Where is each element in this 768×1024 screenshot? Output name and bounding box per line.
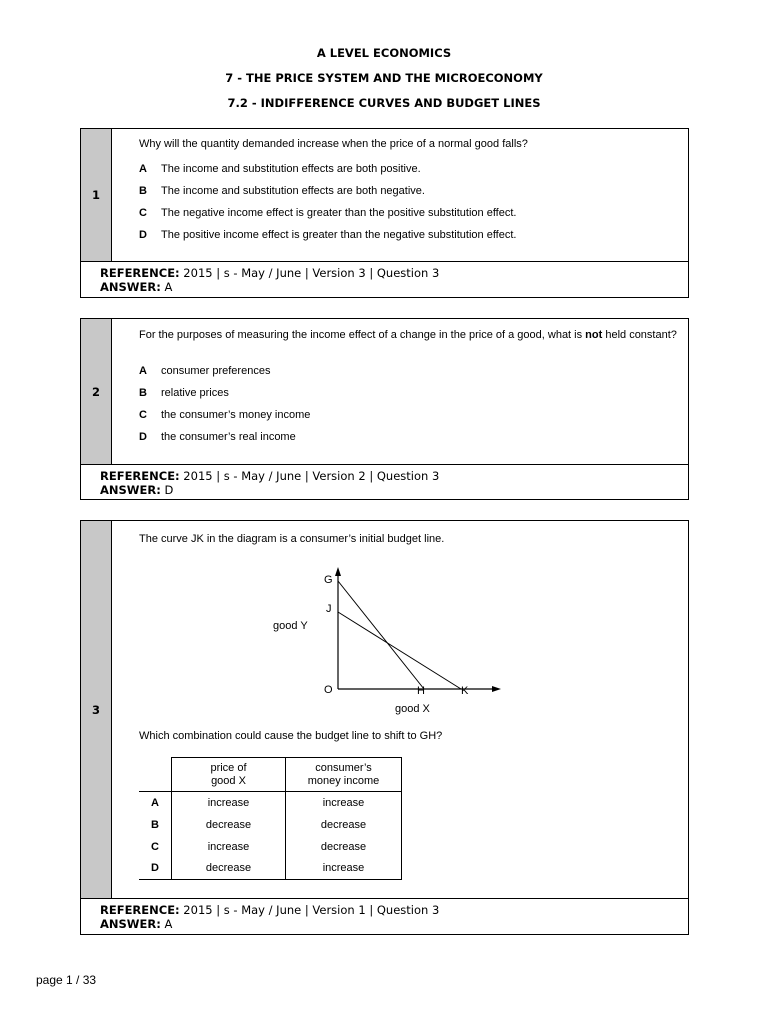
- option-d: D The positive income effect is greater than the negative substitution effect.: [139, 229, 517, 241]
- question-3-content: [112, 521, 688, 898]
- column-header-income: consumer’s money income: [286, 758, 402, 792]
- x-axis-arrow: [492, 686, 501, 692]
- question-number: 3: [81, 521, 112, 898]
- question-number: 1: [81, 129, 112, 261]
- question-stem: For the purposes of measuring the income effect of a change in the price of a good, what is not held constant?: [139, 329, 677, 341]
- option-c: C The negative income effect is greater than the positive substitution effect.: [139, 207, 517, 219]
- answer-line: ANSWER: A: [100, 280, 173, 294]
- label-o: O: [324, 684, 333, 696]
- answer-line: ANSWER: A: [100, 917, 173, 931]
- option-b: B relative prices: [139, 387, 229, 399]
- question-text: Which combination could cause the budget line to shift to GH?: [139, 730, 443, 742]
- label-k: K: [461, 685, 469, 697]
- label-h: H: [417, 685, 425, 697]
- table-row: A increase increase: [139, 792, 402, 814]
- budget-line-jk: [338, 612, 461, 689]
- answer-line: ANSWER: D: [100, 483, 174, 497]
- doc-subject: A LEVEL ECONOMICS: [316, 46, 452, 60]
- question-1-content: [112, 129, 688, 261]
- y-axis-label: good Y: [273, 620, 308, 632]
- reference-block: [81, 898, 688, 931]
- reference-line: REFERENCE: 2015 | s - May / June | Version 2 | Question 3: [100, 469, 440, 483]
- question-1-box: [80, 128, 689, 298]
- table-header-row: [139, 758, 402, 792]
- question-stem: The curve JK in the diagram is a consumer’s initial budget line.: [139, 533, 445, 545]
- reference-block: [81, 464, 688, 497]
- question-3-box: [80, 520, 689, 935]
- question-number: 2: [81, 319, 112, 464]
- reference-block: [81, 261, 688, 294]
- option-b: B The income and substitution effects are both negative.: [139, 185, 425, 197]
- page-number: page 1 / 33: [36, 973, 97, 987]
- question-stem: Why will the quantity demanded increase when the price of a normal good falls?: [139, 138, 528, 150]
- table-row: C increase decrease: [139, 836, 402, 858]
- doc-chapter: 7 - THE PRICE SYSTEM AND THE MICROECONOMY: [225, 71, 543, 85]
- doc-topic: 7.2 - INDIFFERENCE CURVES AND BUDGET LINES: [227, 96, 541, 110]
- budget-line-gh: [338, 581, 424, 689]
- reference-line: REFERENCE: 2015 | s - May / June | Version 1 | Question 3: [100, 903, 440, 917]
- label-g: G: [324, 574, 333, 586]
- y-axis-arrow: [335, 567, 341, 576]
- table-row: B decrease decrease: [139, 814, 402, 836]
- column-header-price: price of good X: [172, 758, 286, 792]
- reference-line: REFERENCE: 2015 | s - May / June | Version 3 | Question 3: [100, 266, 440, 280]
- option-a: A consumer preferences: [139, 365, 271, 377]
- answer-combination-table: [139, 757, 402, 880]
- x-axis-label: good X: [395, 703, 430, 715]
- label-j: J: [326, 603, 332, 615]
- question-2-content: [112, 319, 688, 464]
- option-c: C the consumer’s money income: [139, 409, 311, 421]
- option-a: A The income and substitution effects are both positive.: [139, 163, 421, 175]
- table-row: D decrease increase: [139, 858, 402, 880]
- option-d: D the consumer’s real income: [139, 431, 296, 443]
- question-2-box: [80, 318, 689, 500]
